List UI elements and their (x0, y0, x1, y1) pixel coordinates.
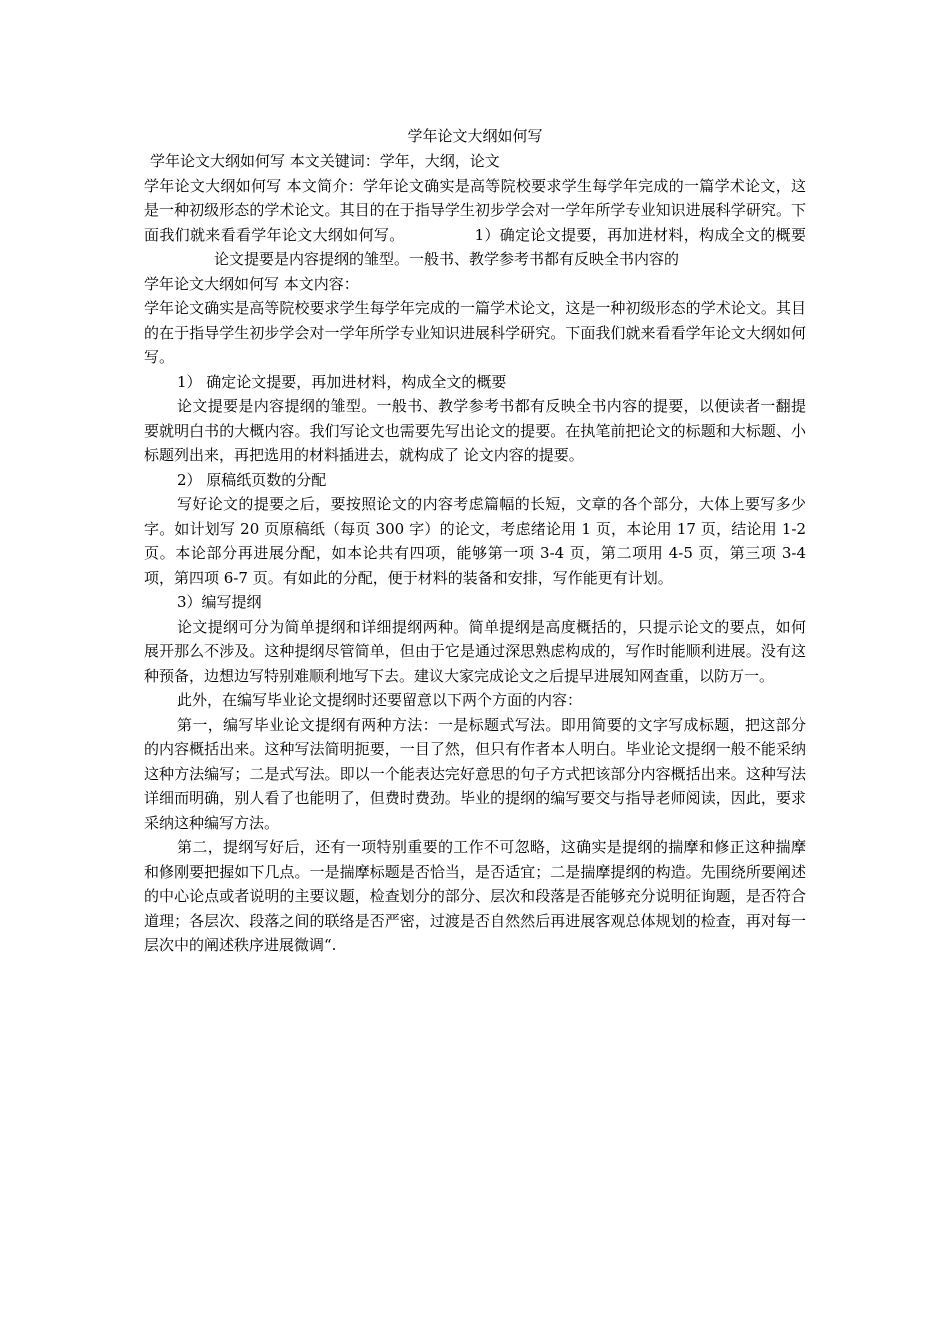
document-page (144, 126, 806, 958)
summary-outline-item: 1）确定论文提要，再加进材料，构成全文的概要 (474, 225, 806, 244)
section-body-2: 写好论文的提要之后，要按照论文的内容考虑篇幅的长短，文章的各个部分，大体上要写多少字。如计划写 20 页原稿纸（每页 300 字）的论文，考虑绪论用 1 页，本论用 17 页，结论用 1-2 页。本论部分再进展分配，如本论共有四项，能够第一项 3-4 页，第二项用 4-5 页，第三项 3-4 项，第四项 6-7 页。有如此的分配，便于材料的装备和安排，写作能更有计划。 (144, 495, 806, 587)
summary-text: 学年论文大纲如何写 本文简介：学年论文确实是高等院校要求学生每学年完成的一篇学术论文，这是一种初级形态的学术论文。其目的在于指导学生初步学会对一学年所学专业知识进展科学研究。下面我们就来看看学年论文大纲如何写。 (144, 176, 806, 244)
summary-paragraph (144, 174, 806, 272)
section-body-1: 论文提要是内容提纲的雏型。一般书、教学参考书都有反映全书内容的提要，以便读者一翻提要就明白书的大概内容。我们写论文也需要先写出论文的提要。在执笔前把论文的标题和大标题、小标题列出来，再把选用的材料插进去，就构成了 论文内容的提要。 (144, 397, 806, 464)
closing-paragraph-1: 此外，在编写毕业论文提纲时还要留意以下两个方面的内容： (177, 691, 583, 709)
closing-paragraph-2: 第一，编写毕业论文提纲有两种方法：一是标题式写法。即用简要的文字写成标题，把这部分的内容概括出来。这种写法简明扼要，一目了然，但只有作者本人明白。毕业论文提纲一般不能采纳这种方法编写；二是式写法。即以一个能表达完好意思的句子方式把该部分内容概括出来。这种写法详细而明确，别人看了也能明了，但费时费劲。毕业的提纲的编写要交与指导老师阅读，因此，要求采纳这种编写方法。 (144, 715, 806, 832)
section-heading-2: 2） 原稿纸页数的分配 (177, 470, 327, 489)
section-body-3: 论文提纲可分为简单提纲和详细提纲两种。简单提纲是高度概括的，只提示论文的要点，如何展开那么不涉及。这种提纲尽管简单，但由于它是通过深思熟虑构成的，写作时能顺利进展。没有这种预备，边想边写特别难顺利地写下去。建议大家完成论文之后提早进展知网查重，以防万一。 (144, 617, 806, 685)
summary-excerpt: 论文提要是内容提纲的雏型。一般书、教学参考书都有反映全书内容的 (214, 250, 680, 268)
closing-paragraph-3: 第二，提纲写好后，还有一项特别重要的工作不可忽略，这确实是提纲的揣摩和修正这种揣摩和修刚要把握如下几点。一是揣摩标题是否恰当，是否适宜；二是揣摩提纲的构造。先围绕所要阐述的中心论点或者说明的主要议题，检查划分的部分、层次和段落是否能够充分说明征询题，是否符合道理；各层次、段落之间的联络是否严密，过渡是否自然然后再进展客观总体规划的检查，再对每一层次中的阐述秩序进展微调“. (144, 838, 806, 954)
page-title: 学年论文大纲如何写 (407, 127, 543, 145)
section-heading-1: 1） 确定论文提要，再加进材料，构成全文的概要 (177, 372, 507, 391)
section-heading-3: 3）编写提纲 (177, 593, 262, 611)
content-heading: 学年论文大纲如何写 本文内容： (144, 274, 359, 293)
intro-paragraph: 学年论文确实是高等院校要求学生每学年完成的一篇学术论文，这是一种初级形态的学术论文。其目的在于指导学生初步学会对一学年所学专业知识进展科学研究。下面我们就来看看学年论文大纲如何写。 (144, 299, 806, 366)
keywords-line: 学年论文大纲如何写 本文关键词：学年，大纲，论文 (150, 152, 500, 170)
